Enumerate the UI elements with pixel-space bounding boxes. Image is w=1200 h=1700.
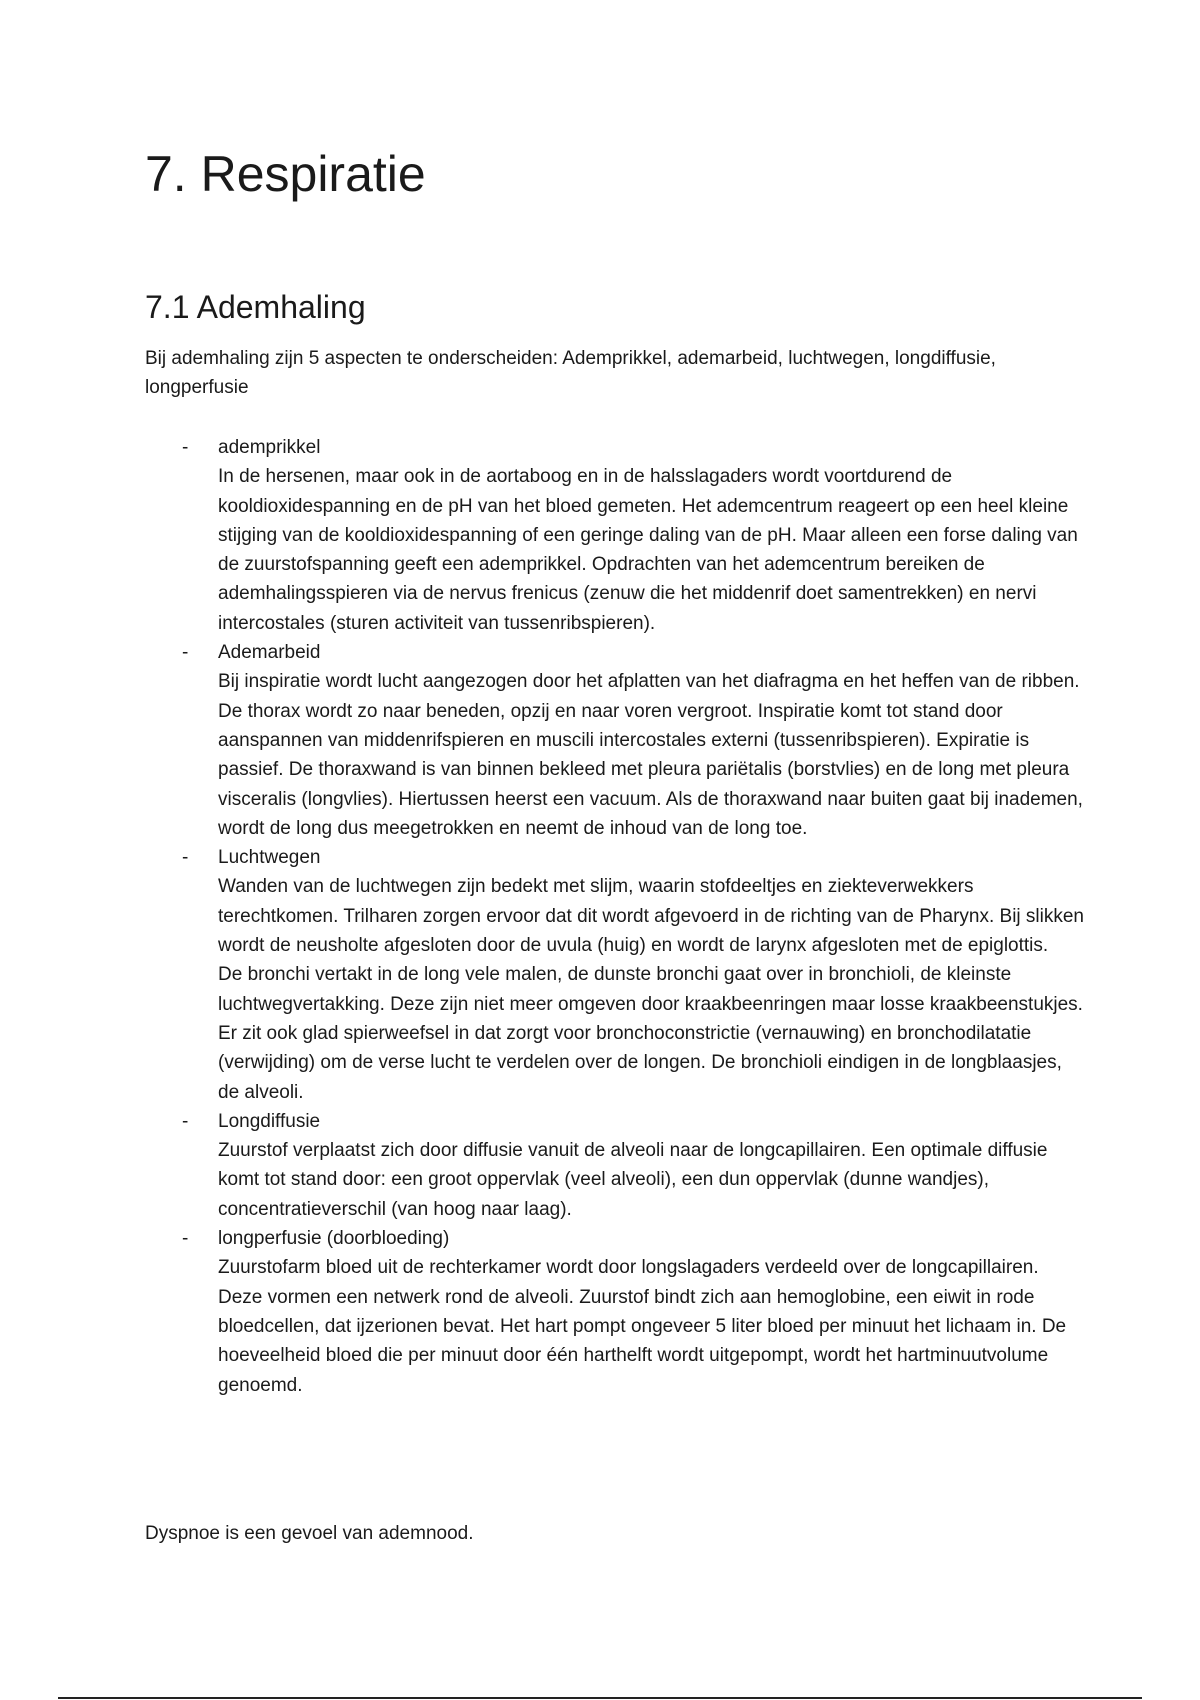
closing-paragraph: Dyspnoe is een gevoel van ademnood. [145,1523,474,1544]
list-item-body: In de hersenen, maar ook in de aortaboog en in de halsslagaders wordt voortdurend de kooldioxidespanning en de pH van het bloed gemeten. Het ademcentrum reageert op een heel kleine stijging van de kooldioxidespanning of een geringe daling van de pH. Maar alleen een forse daling van de zuurstofspanning geeft een ademprikkel. Opdrachten van het ademcentrum bereiken de ademhalingsspieren via de nervus frenicus (zenuw die het middenrif doet samentrekken) en nervi intercostales (sturen activiteit van tussenribspieren). [218,466,1078,634]
list-item-ademprikkel [145,433,1085,638]
bullet-dash: - [182,1228,189,1250]
list-item-body: Zuurstofarm bloed uit de rechterkamer wordt door longslagaders verdeeld over de longcapillairen. Deze vormen een netwerk rond de alveoli. Zuurstof bindt zich aan hemoglobine, een eiwit in rode bloedcellen, dat ijzerionen bevat. Het hart pompt ongeveer 5 liter bloed per minuut het lichaam in. De hoeveelheid bloed die per minuut door één harthelft wordt uitgepompt, wordt het hartminuutvolume genoemd. [218,1257,1067,1396]
page-title: 7. Respiratie [145,146,426,202]
intro-paragraph: Bij ademhaling zijn 5 aspecten te onderscheiden: Ademprikkel, ademarbeid, luchtwegen, longdiffusie, longperfusie [145,348,996,398]
list-item-longdiffusie [145,1107,1085,1224]
aspects-list [145,433,1085,1400]
list-item-body-continued: De bronchi vertakt in de long vele malen, de dunste bronchi gaat over in bronchioli, de kleinste luchtwegvertakking. Deze zijn niet meer omgeven door kraakbeenringen maar losse kraakbeenstukjes. Er zit ook glad spierweefsel in dat zorgt voor bronchoconstrictie (vernauwing) en bronchodilatatie (verwijding) om de verse lucht te verdelen over de longen. De bronchioli eindigen in de longblaasjes, de alveoli. [218,964,1083,1103]
list-item-body: Zuurstof verplaatst zich door diffusie vanuit de alveoli naar de longcapillairen. Een optimale diffusie komt tot stand door: een groot oppervlak (veel alveoli), een dun oppervlak (dunne wandjes), concentratieverschil (van hoog naar laag). [218,1140,1048,1220]
section-title: 7.1 Ademhaling [145,289,366,325]
list-item-heading: longperfusie (doorbloeding) [218,1228,450,1250]
list-item-ademarbeid [145,638,1085,843]
footer-divider [58,1697,1142,1699]
bullet-dash: - [182,1110,189,1132]
bullet-dash: - [182,642,189,664]
list-item-heading: Longdiffusie [218,1110,321,1132]
list-item-heading: ademprikkel [218,437,321,458]
list-item-body: Bij inspiratie wordt lucht aangezogen door het afplatten van het diafragma en het heffen van de ribben. De thorax wordt zo naar beneden, opzij en naar voren vergroot. Inspiratie komt tot stand door aanspannen van middenrifspieren en muscili intercostales externi (tussenribspieren). Expiratie is passief. De thoraxwand is van binnen bekleed met pleura pariëtalis (borstvlies) en de long met pleura visceralis (longvlies). Hiertussen heerst een vacuum. Als de thoraxwand naar buiten gaat bij inademen, wordt de long dus meegetrokken en neemt de inhoud van de long toe. [218,671,1083,839]
list-item-longperfusie [145,1224,1085,1400]
list-item-body: Wanden van de luchtwegen zijn bedekt met slijm, waarin stofdeeltjes en ziekteverwekkers terechtkomen. Trilharen zorgen ervoor dat dit wordt afgevoerd in de richting van de Pharynx. Bij slikken wordt de neusholte afgesloten door de uvula (huig) en wordt de larynx afgesloten met de epiglottis. [218,876,1085,957]
list-item-heading: Luchtwegen [218,847,321,869]
list-item-luchtwegen [145,843,1085,1107]
bullet-dash: - [182,847,189,869]
list-item-heading: Ademarbeid [218,642,321,664]
bullet-dash: - [182,437,189,458]
